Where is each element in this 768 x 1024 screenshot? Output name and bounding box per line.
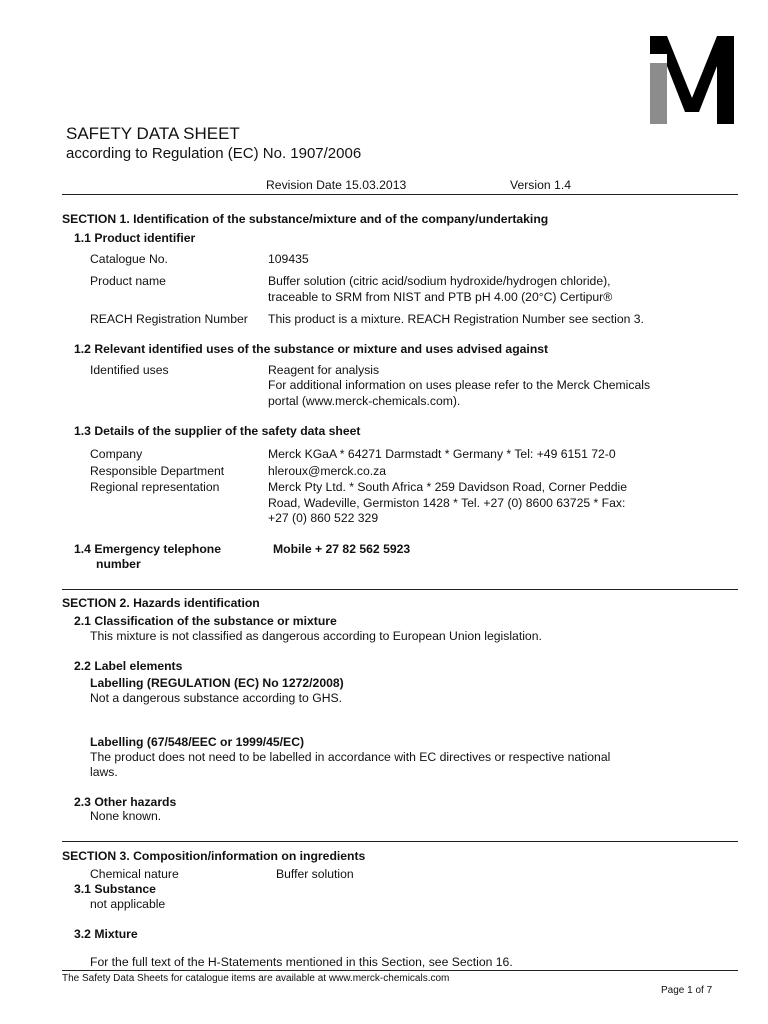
section3-heading: SECTION 3. Composition/information on ingredients: [62, 849, 366, 863]
dept-label: Responsible Department: [90, 464, 225, 478]
merck-m-logo-icon: [650, 36, 734, 124]
s14-heading-line2: number: [96, 557, 141, 571]
s32-heading: 3.2 Mixture: [74, 927, 138, 941]
nature-value: Buffer solution: [276, 867, 354, 881]
page-number: Page 1 of 7: [661, 985, 713, 996]
s23-text: None known.: [90, 809, 162, 823]
s11-heading: 1.1 Product identifier: [74, 231, 196, 245]
divider: [62, 589, 738, 590]
regional-label: Regional representation: [90, 480, 220, 494]
labelling1-text: Not a dangerous substance according to GHS.: [90, 691, 343, 705]
version: Version 1.4: [510, 178, 571, 192]
section1-heading: SECTION 1. Identification of the substance/mixture and of the company/undertaking: [62, 212, 549, 226]
catalogue-value: 109435: [268, 252, 309, 266]
section2-heading: SECTION 2. Hazards identification: [62, 596, 260, 610]
s12-heading: 1.2 Relevant identified uses of the substance or mixture and uses advised against: [74, 342, 549, 356]
divider: [62, 841, 738, 842]
regional-value-line3: +27 (0) 860 522 329: [268, 511, 379, 525]
company-label: Company: [90, 447, 143, 461]
footer-note: The Safety Data Sheets for catalogue items are available at www.merck-chemicals.com: [62, 973, 450, 984]
s32-text: For the full text of the H-Statements mentioned in this Section, see Section 16.: [90, 955, 513, 969]
dept-value: hleroux@merck.co.za: [268, 464, 387, 478]
s31-text: not applicable: [90, 897, 166, 911]
labelling1-heading: Labelling (REGULATION (EC) No 1272/2008): [90, 676, 344, 690]
s31-heading: 3.1 Substance: [74, 882, 156, 896]
reach-value: This product is a mixture. REACH Registration Number see section 3.: [268, 312, 644, 326]
product-value-line1: Buffer solution (citric acid/sodium hydroxide/hydrogen chloride),: [268, 274, 611, 288]
catalogue-label: Catalogue No.: [90, 252, 168, 266]
labelling2-text-line2: laws.: [90, 765, 118, 779]
reach-label: REACH Registration Number: [90, 312, 248, 326]
s14-heading-line1: 1.4 Emergency telephone: [74, 542, 221, 556]
product-label: Product name: [90, 274, 166, 288]
uses-value-line1: Reagent for analysis: [268, 363, 380, 377]
regional-value-line1: Merck Pty Ltd. * South Africa * 259 Davidson Road, Corner Peddie: [268, 480, 628, 494]
company-value: Merck KGaA * 64271 Darmstadt * Germany * Tel: +49 6151 72-0: [268, 447, 616, 461]
labelling2-heading: Labelling (67/548/EEC or 1999/45/EC): [90, 735, 305, 749]
uses-label: Identified uses: [90, 363, 169, 377]
document-subtitle: according to Regulation (EC) No. 1907/2006: [66, 145, 362, 162]
divider: [62, 194, 738, 195]
document-title: SAFETY DATA SHEET: [66, 124, 240, 143]
revision-date: Revision Date 15.03.2013: [266, 178, 407, 192]
emergency-phone: Mobile + 27 82 562 5923: [273, 542, 411, 556]
s22-heading: 2.2 Label elements: [74, 659, 183, 673]
s23-heading: 2.3 Other hazards: [74, 795, 177, 809]
s21-text: This mixture is not classified as dangerous according to European Union legislation.: [90, 629, 542, 643]
product-value-line2: traceable to SRM from NIST and PTB pH 4.00 (20°C) Certipur®: [268, 290, 613, 304]
nature-label: Chemical nature: [90, 867, 179, 881]
divider: [62, 970, 738, 971]
uses-value-line3: portal (www.merck-chemicals.com).: [268, 394, 461, 408]
regional-value-line2: Road, Wadeville, Germiston 1428 * Tel. +27 (0) 8600 63725 * Fax:: [268, 496, 626, 510]
s13-heading: 1.3 Details of the supplier of the safety data sheet: [74, 424, 361, 438]
s21-heading: 2.1 Classification of the substance or mixture: [74, 614, 337, 628]
labelling2-text-line1: The product does not need to be labelled in accordance with EC directives or respective national: [90, 750, 611, 764]
uses-value-line2: For additional information on uses please refer to the Merck Chemicals: [268, 378, 651, 392]
